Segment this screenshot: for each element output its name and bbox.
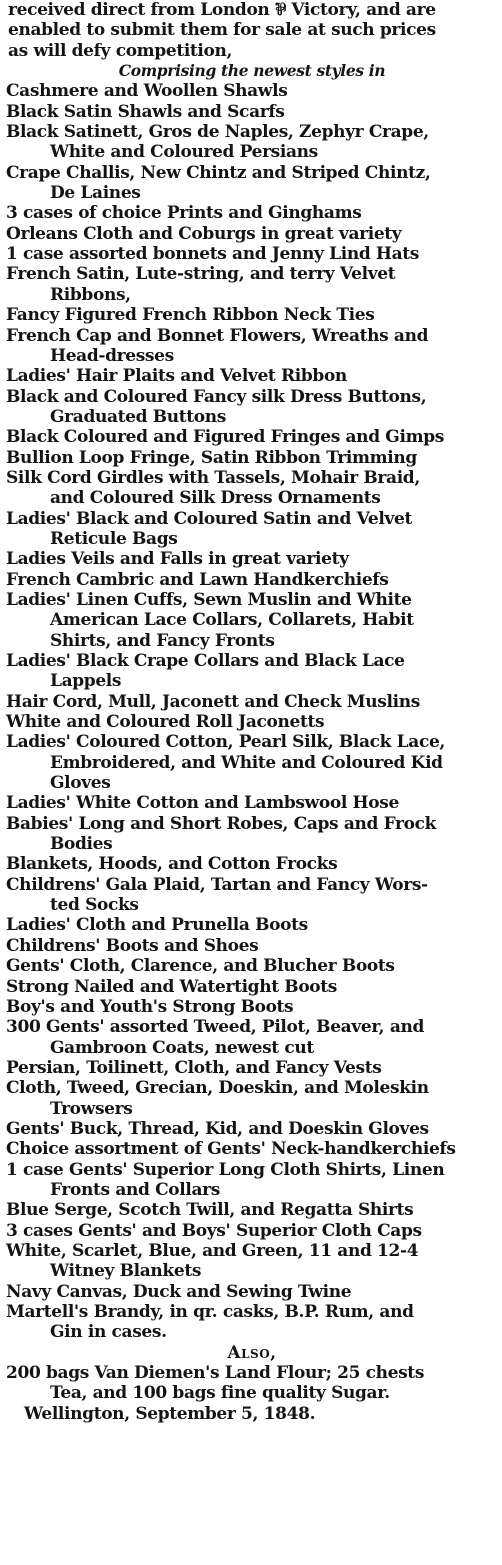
item-line: Ladies' Linen Cuffs, Sewn Muslin and White xyxy=(6,589,412,610)
item-line: French Satin, Lute-string, and terry Velvet xyxy=(6,264,396,285)
item-line: White and Coloured Roll Jaconetts xyxy=(6,712,325,733)
item-line: 3 cases Gents' and Boys' Superior Cloth Caps xyxy=(6,1220,422,1241)
item-line: Cashmere and Woollen Shawls xyxy=(6,81,288,102)
item-line: Bullion Loop Fringe, Satin Ribbon Trimming xyxy=(6,447,417,468)
item-line: French Cap and Bonnet Flowers, Wreaths and xyxy=(6,325,429,346)
intro-line: enabled to submit them for sale at such prices xyxy=(8,20,436,41)
item-line: Ladies' Black and Coloured Satin and Velvet xyxy=(6,508,412,529)
item-continuation-line: Ribbons, xyxy=(50,284,131,305)
item-continuation-line: Gin in cases. xyxy=(50,1322,167,1343)
item-continuation-line: Bodies xyxy=(50,834,113,855)
item-continuation-line: and Coloured Silk Dress Ornaments xyxy=(50,488,381,509)
item-line: Strong Nailed and Watertight Boots xyxy=(6,976,338,997)
item-line: Childrens' Gala Plaid, Tartan and Fancy Wors- xyxy=(6,874,428,895)
item-line: Orleans Cloth and Coburgs in great variety xyxy=(6,223,402,244)
item-line: 3 cases of choice Prints and Ginghams xyxy=(6,203,362,224)
intro-line: as will defy competition, xyxy=(8,40,233,61)
item-line: 1 case Gents' Superior Long Cloth Shirts, Linen xyxy=(6,1159,445,1180)
item-line: Gents' Buck, Thread, Kid, and Doeskin Gloves xyxy=(6,1118,429,1139)
item-line: 300 Gents' assorted Tweed, Pilot, Beaver, and xyxy=(6,1017,425,1038)
item-line: Black and Coloured Fancy silk Dress Buttons, xyxy=(6,386,427,407)
item-line: Gents' Cloth, Clarence, and Blucher Boots xyxy=(6,956,395,977)
item-line: Martell's Brandy, in qr. casks, B.P. Rum, and xyxy=(6,1302,414,1322)
item-line: Navy Canvas, Duck and Sewing Twine xyxy=(6,1281,352,1302)
dateline: Wellington, September 5, 1848. xyxy=(24,1403,316,1424)
item-line: Ladies' Hair Plaits and Velvet Ribbon xyxy=(6,366,347,387)
item-line: French Cambric and Lawn Handkerchiefs xyxy=(6,569,389,590)
item-continuation-line: Fronts and Collars xyxy=(50,1179,220,1200)
item-line: 1 case assorted bonnets and Jenny Lind Hats xyxy=(6,244,420,265)
item-continuation-line: Lappels xyxy=(50,671,122,692)
item-line: Hair Cord, Mull, Jaconett and Check Muslins xyxy=(6,691,420,712)
item-line: Cloth, Tweed, Grecian, Doeskin, and Moleskin xyxy=(6,1078,429,1099)
item-continuation-line: Head-dresses xyxy=(50,345,174,366)
item-line: Ladies' Coloured Cotton, Pearl Silk, Black Lace, xyxy=(6,732,445,753)
item-line: Ladies' White Cotton and Lambswool Hose xyxy=(6,793,399,814)
intro-line: received direct from London ⅌ Victory, and are xyxy=(8,0,436,20)
item-line: Black Satinett, Gros de Naples, Zephyr Crape, xyxy=(6,122,429,143)
item-line: Crape Challis, New Chintz and Striped Chintz, xyxy=(6,162,431,183)
item-line: Silk Cord Girdles with Tassels, Mohair Braid, xyxy=(6,467,420,488)
item-continuation-line: Graduated Buttons xyxy=(50,406,226,427)
item-line: Ladies Veils and Falls in great variety xyxy=(6,549,349,570)
item-line: Childrens' Boots and Shoes xyxy=(6,935,259,956)
item-line: Ladies' Black Crape Collars and Black Lace xyxy=(6,651,405,671)
item-continuation-line: White and Coloured Persians xyxy=(50,142,318,163)
item-continuation-line: American Lace Collars, Collarets, Habit xyxy=(50,610,414,631)
item-continuation-line: Witney Blankets xyxy=(50,1261,202,1282)
item-line: Black Satin Shawls and Scarfs xyxy=(6,101,285,122)
item-continuation-line: Gambroon Coats, newest cut xyxy=(50,1037,314,1058)
item-line: Persian, Toilinett, Cloth, and Fancy Vests xyxy=(6,1057,382,1078)
item-continuation-line: De Laines xyxy=(50,183,141,204)
item-continuation-line: Gloves xyxy=(50,773,111,794)
item-continuation-line: ted Socks xyxy=(50,895,139,916)
advertisement-column xyxy=(6,0,498,1424)
item-line: 200 bags Van Diemen's Land Flour; 25 chests xyxy=(6,1363,425,1384)
item-line: Black Coloured and Figured Fringes and Gimps xyxy=(6,427,444,448)
section-heading: Comprising the newest styles in xyxy=(118,61,386,81)
item-line: Blankets, Hoods, and Cotton Frocks xyxy=(6,854,338,875)
item-continuation-line: Reticule Bags xyxy=(50,528,178,549)
item-line: Babies' Long and Short Robes, Caps and Frock xyxy=(6,813,437,834)
item-continuation-line: Shirts, and Fancy Fronts xyxy=(50,630,275,651)
item-line: Fancy Figured French Ribbon Neck Ties xyxy=(6,305,375,326)
item-continuation-line: Embroidered, and White and Coloured Kid xyxy=(50,752,443,773)
item-continuation-line: Tea, and 100 bags fine quality Sugar. xyxy=(50,1383,390,1404)
item-line: Boy's and Youth's Strong Boots xyxy=(6,996,294,1017)
item-continuation-line: Trowsers xyxy=(50,1098,133,1119)
item-line: White, Scarlet, Blue, and Green, 11 and 12-4 xyxy=(6,1240,419,1261)
item-line: Choice assortment of Gents' Neck-handkerchiefs xyxy=(6,1139,456,1160)
also-heading: Also, xyxy=(227,1342,277,1363)
item-line: Blue Serge, Scotch Twill, and Regatta Shirts xyxy=(6,1200,414,1221)
item-line: Ladies' Cloth and Prunella Boots xyxy=(6,915,308,936)
